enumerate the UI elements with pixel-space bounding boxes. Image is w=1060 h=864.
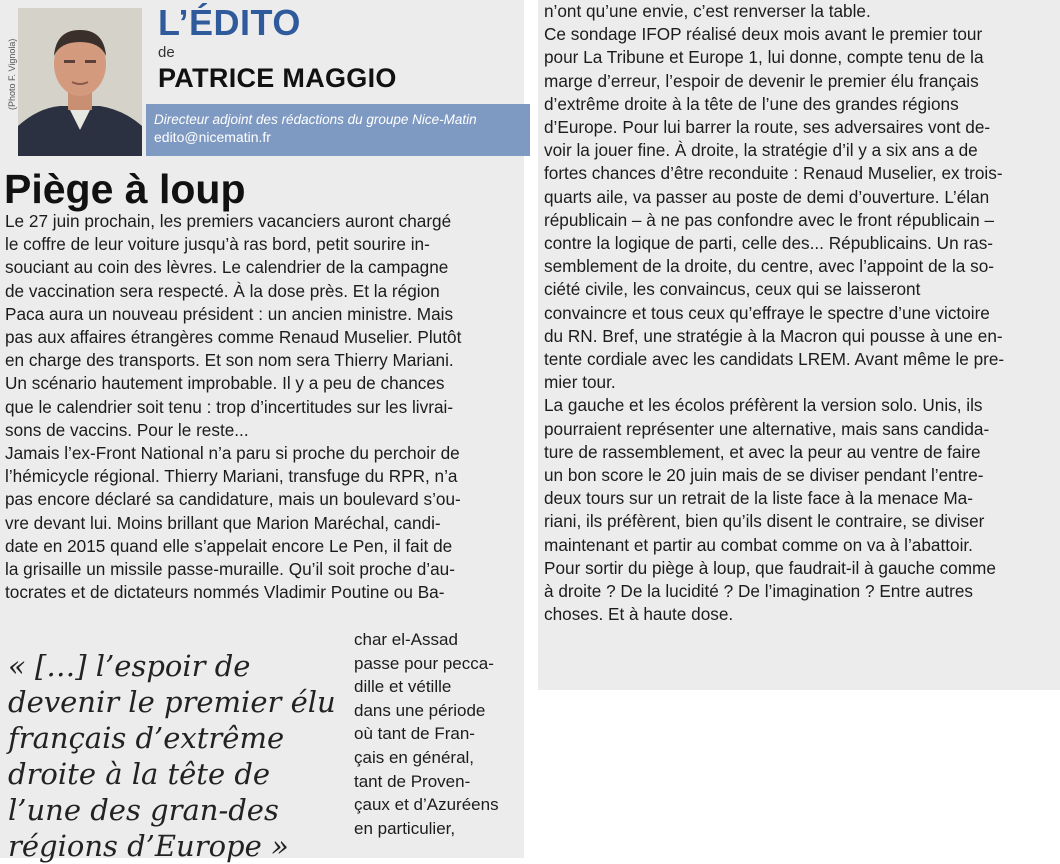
author-name: PATRICE MAGGIO [158, 63, 397, 93]
text-line: ture de rassemblement, et avec la peur au ventre de faire [544, 441, 981, 462]
right-column [538, 0, 1060, 690]
photo-credit: (Photo F. Vignola) [7, 38, 17, 110]
text-line: La gauche et les écolos préfèrent la version solo. Unis, ils [544, 395, 983, 416]
text-line: pourraient représenter une alternative, mais sans candida- [544, 418, 990, 439]
text-line: pas aux affaires étrangères comme Renaud Muselier. Plutôt [5, 327, 462, 348]
text-line: convaincre et tous ceux qu’effraye le spectre d’une victoire [544, 302, 990, 323]
text-line: dans une période [354, 700, 486, 720]
text-line: ciété civile, les convaincus, ceux qui se laisseront [544, 279, 921, 300]
text-line: d’Europe. Pour lui barrer la route, ses adversaires vont de- [544, 117, 991, 138]
text-line: Ce sondage IFOP réalisé deux mois avant le premier tour [544, 24, 983, 45]
text-line: tocrates et de dictateurs nommés Vladimir Poutine ou Ba- [5, 582, 445, 603]
text-line: char el-Assad [354, 630, 458, 649]
text-line: la grisaille un missile passe-muraille. Qu’il soit proche d’au- [5, 559, 455, 580]
side-text [354, 628, 524, 840]
text-line: de vaccination sera respecté. À la dose près. Et la région [5, 280, 440, 301]
text-line: dille et vétille [354, 677, 452, 697]
text-line: voir la jouer fine. À droite, la stratégie d’il y a six ans a de [544, 140, 978, 161]
text-line: tant de Proven- [354, 771, 471, 791]
text-line: çaux et d’Azuréens [354, 795, 499, 815]
text-line: çais en général, [354, 747, 475, 767]
text-line: maintenant et partir au combat comme on va à l’abattoir. [544, 534, 973, 555]
pull-quote: « […] l’espoir de devenir le premier élu français d’extrême droite à la tête de l’une des gran-des régions d’Europe » [8, 649, 336, 863]
text-line: passe pour pecca- [354, 653, 494, 673]
text-line: mier tour. [544, 372, 616, 393]
text-line: d’extrême droite à la tête de l’une des grandes régions [544, 93, 959, 114]
left-body-text [5, 210, 517, 604]
text-line: n’ont qu’une envie, c’est renverser la table. [544, 1, 871, 21]
text-line: souciant au coin des lèvres. Le calendrier de la campagne [5, 257, 449, 278]
text-line: semblement de la droite, du centre, avec l’appoint de la so- [544, 256, 994, 277]
text-line: républicain – à ne pas confondre avec le front républicain – [544, 209, 995, 230]
text-line: tente cordiale avec les candidats LREM. Avant même le pre- [544, 349, 1005, 370]
author-email[interactable]: edito@nicematin.fr [154, 129, 271, 145]
text-line: à droite ? De la lucidité ? De l’imagination ? Entre autres [544, 581, 973, 602]
text-line: deux tours sur un retrait de la liste face à la menace Ma- [544, 488, 973, 509]
text-line: sons de vaccins. Pour le reste... [5, 419, 249, 440]
section-title: L’ÉDITO [158, 2, 301, 43]
text-line: en charge des transports. Et son nom sera Thierry Mariani. [5, 350, 454, 371]
text-line: Jamais l’ex-Front National n’a paru si proche du perchoir de [5, 443, 460, 464]
text-line: pour La Tribune et Europe 1, lui donne, compte tenu de la [544, 47, 984, 68]
text-line: marge d’erreur, l’espoir de devenir le premier élu français [544, 70, 979, 91]
text-line: Paca aura un nouveau président : un ancien ministre. Mais [5, 303, 454, 324]
left-column [0, 0, 524, 863]
text-line: Pour sortir du piège à loup, que faudrait-il à gauche comme [544, 557, 996, 578]
text-line: Un scénario hautement improbable. Il y a peu de chances [5, 373, 445, 394]
headline: Piège à loup [4, 166, 246, 212]
text-line: que le calendrier soit tenu : trop d’incertitudes sur les livrai- [5, 396, 454, 417]
text-line: où tant de Fran- [354, 724, 475, 744]
text-line: fortes chances d’être reconduite : Renaud Muselier, ex trois- [544, 163, 1003, 184]
author-role: Directeur adjoint des rédactions du groupe Nice-Matin [154, 112, 477, 127]
byline-prefix: de [158, 44, 175, 61]
text-line: Le 27 juin prochain, les premiers vacanciers auront chargé [5, 211, 452, 231]
author-portrait-icon [18, 8, 142, 156]
text-line: contre la logique de parti, celle des... Républicains. Un ras- [544, 233, 994, 254]
text-line: quarts aile, va passer au poste de demi d’ouverture. L’élan [544, 186, 990, 207]
right-body-text [544, 0, 1058, 626]
text-line: vre devant lui. Moins brillant que Marion Maréchal, candi- [5, 512, 441, 533]
edito-header [6, 0, 518, 150]
author-info-band [146, 104, 530, 156]
text-line: choses. Et à haute dose. [544, 604, 734, 625]
text-line: pas encore déclaré sa candidature, mais un boulevard s’ou- [5, 489, 461, 510]
text-line: l’hémicycle régional. Thierry Mariani, transfuge du RPR, n’a [5, 466, 458, 487]
text-line: un bon score le 20 juin mais de se diviser pendant l’entre- [544, 465, 984, 486]
text-line: en particulier, [354, 818, 456, 838]
text-line: riani, ils préfèrent, bien qu’ils disent le contraire, se diviser [544, 511, 985, 532]
text-line: date en 2015 quand elle s’appelait encore Le Pen, il fait de [5, 535, 453, 556]
quote-block [8, 628, 524, 863]
author-photo [18, 8, 142, 156]
text-line: du RN. Bref, une stratégie à la Macron qui pousse à une en- [544, 325, 1003, 346]
text-line: le coffre de leur voiture jusqu’à ras bord, petit sourire in- [5, 234, 430, 255]
